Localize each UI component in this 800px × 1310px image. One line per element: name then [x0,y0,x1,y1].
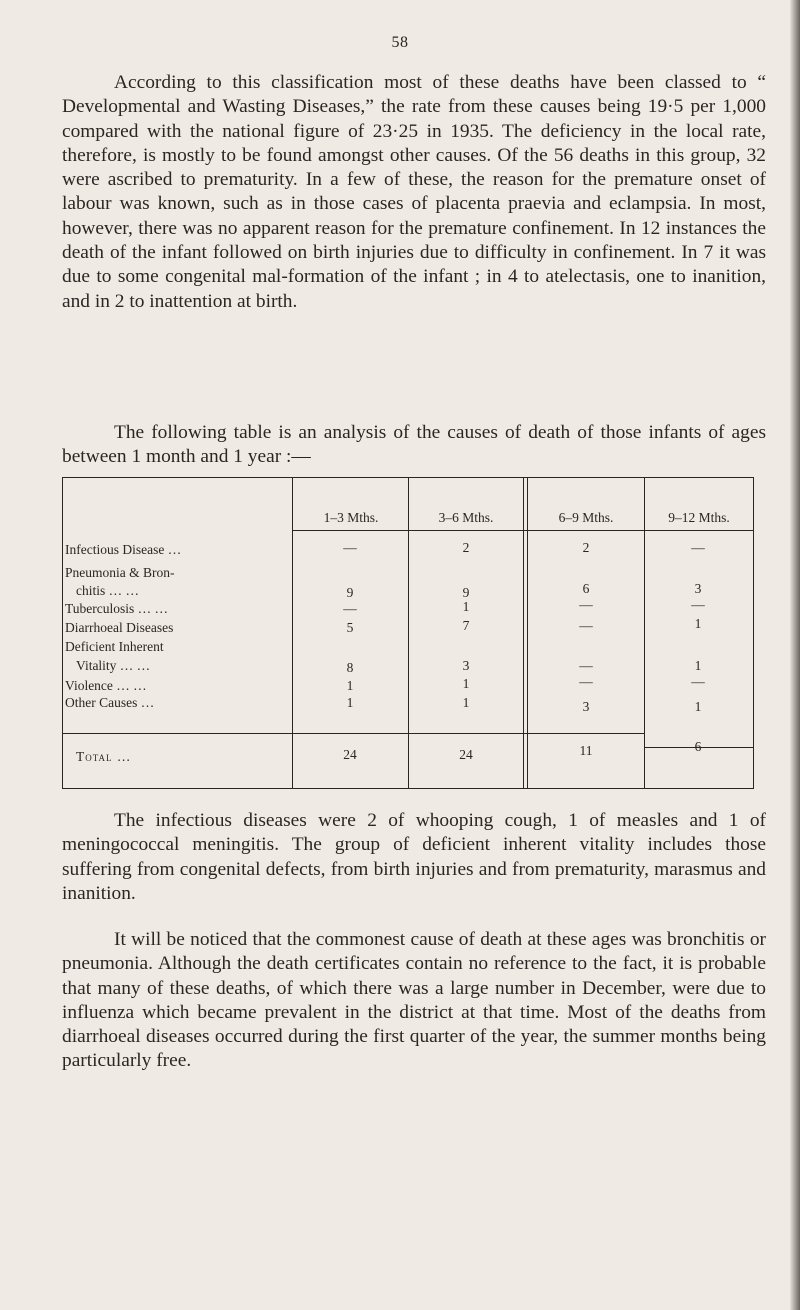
table-cell: 2 [582,540,590,555]
paragraph-text: The following table is an analysis of the causes of death of those infants of ages between 1 month and 1 year :— [62,422,766,468]
table-cell: — [691,674,705,689]
table-cell: — [343,601,357,616]
total-cell: 11 [579,743,593,758]
table-cell: — [691,597,705,612]
table-cell: 1 [346,678,354,693]
table-cell: — [579,674,593,689]
table-cell: 5 [346,620,354,635]
table-cell: — [691,540,705,555]
table-cell: 3 [582,699,590,714]
total-row-label: Total … [76,749,132,764]
table-cell: 9 [462,585,470,600]
paragraph-text: According to this classification most of these deaths have been classed to “ Developmental and Wasting Diseases,” the rate from these causes being 19·5 per 1,000 compared with the national figure of 23·25 in 1935. The deficiency in the local rate, therefore, is mostly to be found amongst other causes. Of the 56 deaths in this group, 32 were ascribed to prematurity. In a few of these, the reason for the premature onset of labour was known, such as in those cases of placenta praevia and eclampsia. In most, however, there was no apparent reason for the premature confinement. In 12 instances the death of the infant followed on birth injuries due to difficulty in confinement. In 7 it was due to some congenital mal-formation of the infant ; in 4 to atelectasis, one to inanition, and in 2 to inattention at birth. [62,72,766,312]
page-edge-shadow [790,0,800,1310]
table-cell: 3 [694,581,702,596]
table-cell: — [579,618,593,633]
row-label: Violence … … [65,678,147,693]
table-cell: 1 [694,658,702,673]
table-cell: 1 [346,695,354,710]
table-cell: 7 [462,618,470,633]
row-label: Tuberculosis … … [65,601,169,616]
paragraph-infectious-diseases [62,809,766,906]
row-label: Other Causes … [65,695,155,710]
row-label: Infectious Disease … [65,542,182,557]
table-cell: — [579,658,593,673]
paragraph-classification [62,71,766,314]
column-header-1-3-months: 1–3 Mths. [323,510,379,525]
table-cell: 2 [462,540,470,555]
row-label-continuation: Vitality … … [76,658,151,673]
row-label-continuation: chitis … … [76,583,139,598]
row-label: Pneumonia & Bron- [65,565,175,580]
paragraph-text: The infectious diseases were 2 of whooping cough, 1 of measles and 1 of meningococcal meningitis. The group of deficient inherent vitality includes those suffering from congenital defects, from birth injuries and from prematurity, marasmus and inanition. [62,810,766,904]
causes-of-death-table [62,477,754,789]
table-cell: 3 [462,658,470,673]
column-header-6-9-months: 6–9 Mths. [558,510,614,525]
row-label: Deficient Inherent [65,639,164,654]
paragraph-table-intro [62,421,766,470]
table-cell: 1 [462,695,470,710]
column-header-3-6-months: 3–6 Mths. [438,510,494,525]
total-cell: 24 [343,747,357,762]
total-cell: 24 [459,747,473,762]
paragraph-text: It will be noticed that the commonest cause of death at these ages was bronchitis or pneumonia. Although the death certificates contain no reference to the fact, it is probable that many of these deaths, of which there was a large number in December, were due to influenza which became prevalent in the district at that time. Most of the deaths from diarrhoeal diseases occurred during the first quarter of the year, the summer months being particularly free. [62,929,766,1072]
row-label: Diarrhoeal Diseases [65,620,174,635]
table-cell: 1 [694,699,702,714]
paragraph-commonest-cause [62,928,766,1074]
table-cell: 1 [462,676,470,691]
table-cell: 6 [582,581,590,596]
table-cell: — [579,597,593,612]
total-cell: 6 [694,739,702,754]
table-cell: 8 [346,660,354,675]
table-cell: 1 [462,599,470,614]
table-cell: 1 [694,616,702,631]
table-cell: — [343,540,357,555]
table-cell: 9 [346,585,354,600]
page-number: 58 [391,34,409,51]
column-header-9-12-months: 9–12 Mths. [668,510,730,525]
